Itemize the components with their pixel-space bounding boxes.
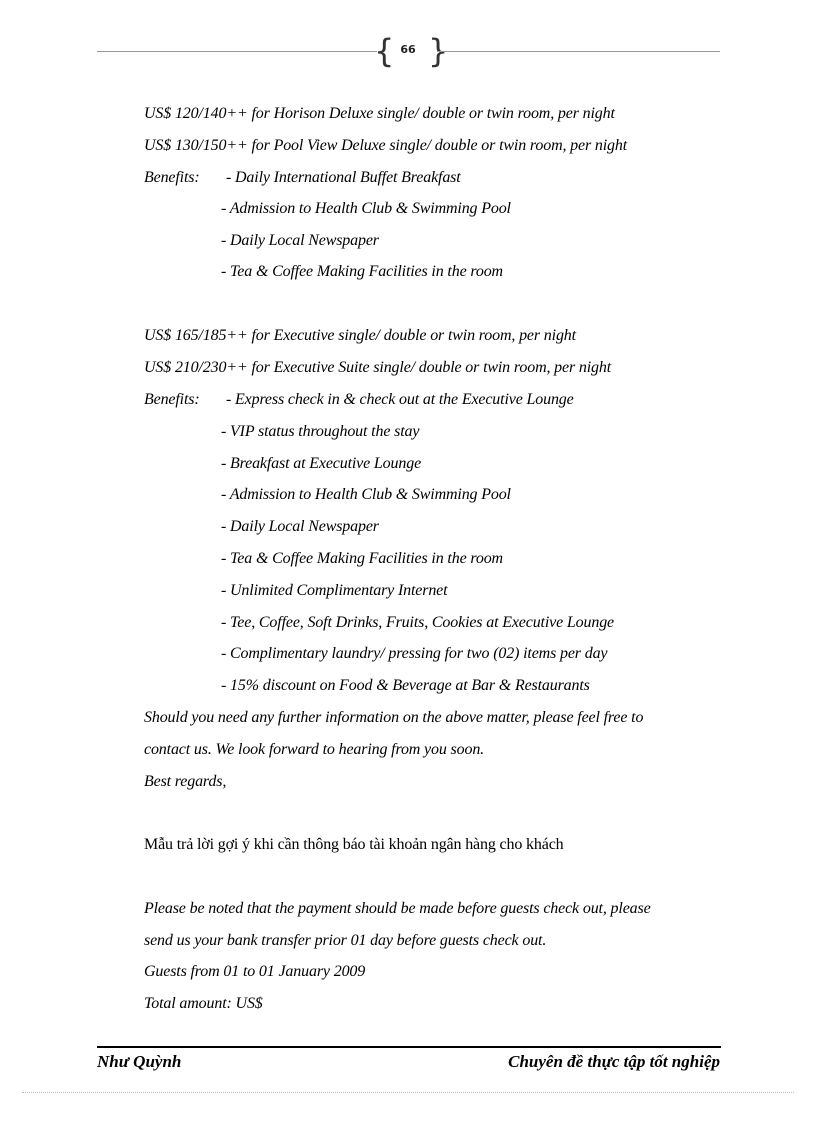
benefits-label: Benefits: xyxy=(144,169,200,186)
footer-title: Chuyên đề thực tập tốt nghiệp xyxy=(508,1052,720,1071)
benefit-item: - Admission to Health Club & Swimming Pool xyxy=(221,486,511,503)
benefits-label: Benefits: xyxy=(144,391,200,408)
footer-author: Như Quỳnh xyxy=(97,1052,182,1071)
closing-line: Best regards, xyxy=(144,773,227,790)
left-brace-icon: { xyxy=(374,32,395,70)
benefit-item: - 15% discount on Food & Beverage at Bar & Restaurants xyxy=(221,677,590,694)
benefit-item: - Daily Local Newspaper xyxy=(221,518,379,535)
benefit-item: - Express check in & check out at the Executive Lounge xyxy=(226,391,574,408)
benefit-item: - Complimentary laundry/ pressing for two (02) items per day xyxy=(221,645,608,662)
benefit-item: - Admission to Health Club & Swimming Pool xyxy=(221,200,511,217)
benefit-item: - Daily International Buffet Breakfast xyxy=(226,169,461,186)
benefit-item: - Daily Local Newspaper xyxy=(221,232,379,249)
room-rate-line: US$ 120/140++ for Horison Deluxe single/ double or twin room, per night xyxy=(144,105,615,122)
benefit-item: - VIP status throughout the stay xyxy=(221,423,420,440)
benefit-item: - Breakfast at Executive Lounge xyxy=(221,455,422,472)
benefits-line xyxy=(144,168,461,188)
closing-line: Should you need any further information on the above matter, please feel free to xyxy=(144,709,644,726)
benefits-line xyxy=(144,390,574,410)
right-brace-icon: } xyxy=(428,32,449,70)
vn-heading: Mẫu trả lời gợi ý khi cần thông báo tài khoản ngân hàng cho khách xyxy=(144,836,564,853)
payment-line: Please be noted that the payment should be made before guests check out, please xyxy=(144,900,651,917)
payment-line: send us your bank transfer prior 01 day before guests check out. xyxy=(144,932,547,949)
page-number: 66 xyxy=(400,43,416,56)
room-rate-line: US$ 210/230++ for Executive Suite single/ double or twin room, per night xyxy=(144,359,612,376)
benefit-item: - Tea & Coffee Making Facilities in the room xyxy=(221,263,503,280)
page-header xyxy=(0,0,816,80)
payment-line: Guests from 01 to 01 January 2009 xyxy=(144,963,366,980)
page-bottom-dotted-rule xyxy=(22,1092,794,1093)
room-rate-line: US$ 130/150++ for Pool View Deluxe single/ double or twin room, per night xyxy=(144,137,628,154)
benefit-item: - Tea & Coffee Making Facilities in the room xyxy=(221,550,503,567)
room-rate-line: US$ 165/185++ for Executive single/ double or twin room, per night xyxy=(144,327,576,344)
header-rule-left xyxy=(97,51,377,52)
benefit-item: - Unlimited Complimentary Internet xyxy=(221,582,448,599)
closing-line: contact us. We look forward to hearing from you soon. xyxy=(144,741,485,758)
payment-line: Total amount: US$ xyxy=(144,995,263,1012)
benefit-item: - Tee, Coffee, Soft Drinks, Fruits, Cookies at Executive Lounge xyxy=(221,614,615,631)
footer-rule xyxy=(97,1046,721,1048)
header-rule-right xyxy=(437,51,720,52)
